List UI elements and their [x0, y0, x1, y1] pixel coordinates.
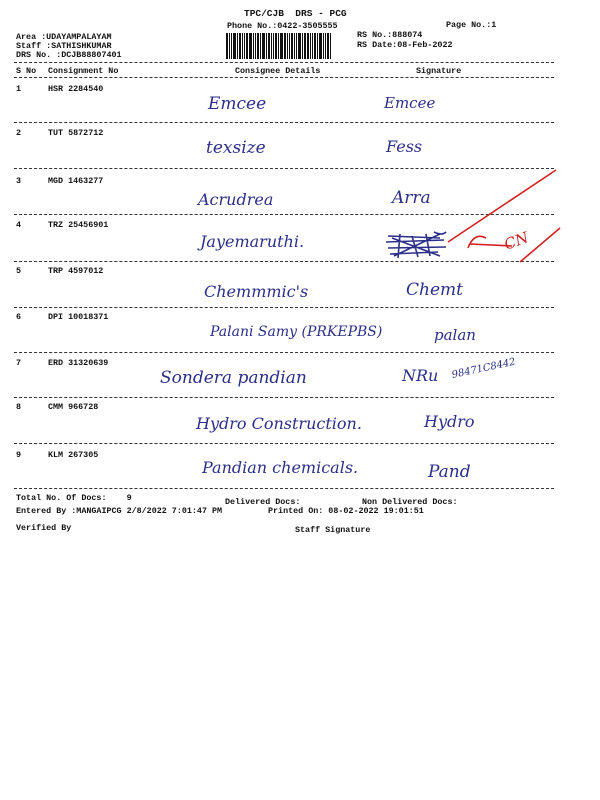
- row-signature: NRu: [402, 366, 439, 385]
- row-sno: 5: [16, 266, 22, 276]
- row-signature: Fess: [386, 137, 423, 156]
- row-consignee-handwritten: Chemmmic's: [204, 282, 309, 301]
- staff-signature-label: Staff Signature: [295, 525, 371, 535]
- row-consignment-no: HSR 2284540: [48, 84, 104, 94]
- row-consignee-handwritten: texsize: [206, 138, 266, 158]
- col-signature-header: Signature: [416, 66, 462, 76]
- row-consignment-no: TUT 5872712: [48, 128, 104, 138]
- row-consignee-handwritten: Hydro Construction.: [196, 414, 362, 433]
- row-sno: 8: [16, 402, 22, 412]
- row-signature: Chemt: [406, 280, 463, 300]
- row-consignee-handwritten: Emcee: [208, 94, 267, 114]
- col-sno-header: S No: [16, 66, 37, 76]
- row-signature: Arra: [392, 188, 431, 208]
- rs-date: RS Date:08-Feb-2022: [357, 40, 453, 50]
- row-signature: Emcee: [384, 94, 436, 112]
- rs-number: RS No.:888074: [357, 30, 423, 40]
- staff-field: Staff :SATHISHKUMAR: [16, 41, 112, 51]
- row-consignment-no: KLM 267305: [48, 450, 99, 460]
- row-consignee-handwritten: Sondera pandian: [160, 368, 307, 388]
- entered-by: Entered By :MANGAIPCG 2/8/2022 7:01:47 PM: [16, 506, 223, 516]
- row-sno: 9: [16, 450, 22, 460]
- row-signature: palan: [434, 326, 476, 344]
- row-sno: 6: [16, 312, 22, 322]
- divider: [14, 488, 554, 489]
- row-sno: 7: [16, 358, 22, 368]
- divider: [14, 352, 554, 353]
- row-signature: Hydro: [424, 412, 475, 431]
- col-consignment-header: Consignment No: [48, 66, 119, 76]
- row-consignee-handwritten: Jayemaruthi.: [200, 232, 305, 251]
- divider: [14, 77, 554, 78]
- row-consignment-no: DPI 10018371: [48, 312, 109, 322]
- area-field: Area :UDAYAMPALAYAM: [16, 32, 112, 42]
- divider: [14, 62, 554, 63]
- row-consignee-handwritten: Pandian chemicals.: [202, 458, 359, 477]
- printed-on: Printed On: 08-02-2022 19:01:51: [268, 506, 424, 516]
- divider: [14, 214, 554, 215]
- row-sno: 3: [16, 176, 22, 186]
- row-sno: 2: [16, 128, 22, 138]
- row-consignment-no: ERD 31320639: [48, 358, 109, 368]
- divider: [14, 261, 554, 262]
- row-sno: 4: [16, 220, 22, 230]
- barcode: [226, 33, 350, 59]
- signature-note: 98471C8442: [450, 356, 517, 381]
- divider: [14, 307, 554, 308]
- page-number: Page No.:1: [446, 20, 497, 30]
- row-consignee-handwritten: Palani Samy (PRKEPBS): [210, 324, 383, 340]
- row-consignment-no: TRZ 25456901: [48, 220, 109, 230]
- row-sno: 1: [16, 84, 22, 94]
- row-consignment-no: CMM 966728: [48, 402, 99, 412]
- row-consignment-no: TRP 4597012: [48, 266, 104, 276]
- divider: [14, 122, 554, 123]
- row-signature: Pand: [428, 462, 471, 482]
- phone-number: Phone No.:0422-3505555: [227, 21, 338, 31]
- divider: [14, 168, 554, 169]
- divider: [14, 443, 554, 444]
- document-title: TPC/CJB DRS - PCG: [244, 8, 347, 19]
- delivered-docs: Delivered Docs:: [225, 497, 301, 507]
- divider: [14, 397, 554, 398]
- row-consignee-handwritten: Acrudrea: [198, 190, 274, 209]
- red-cn-annotation: CN: [501, 228, 531, 254]
- row-consignment-no: MGD 1463277: [48, 176, 104, 186]
- verified-by: Verified By: [16, 523, 72, 533]
- total-docs: Total No. Of Docs: 9: [16, 493, 132, 503]
- non-delivered-docs: Non Delivered Docs:: [362, 497, 458, 507]
- drs-number: DRS No. :DCJB88807401: [16, 50, 122, 60]
- col-consignee-header: Consignee Details: [235, 66, 321, 76]
